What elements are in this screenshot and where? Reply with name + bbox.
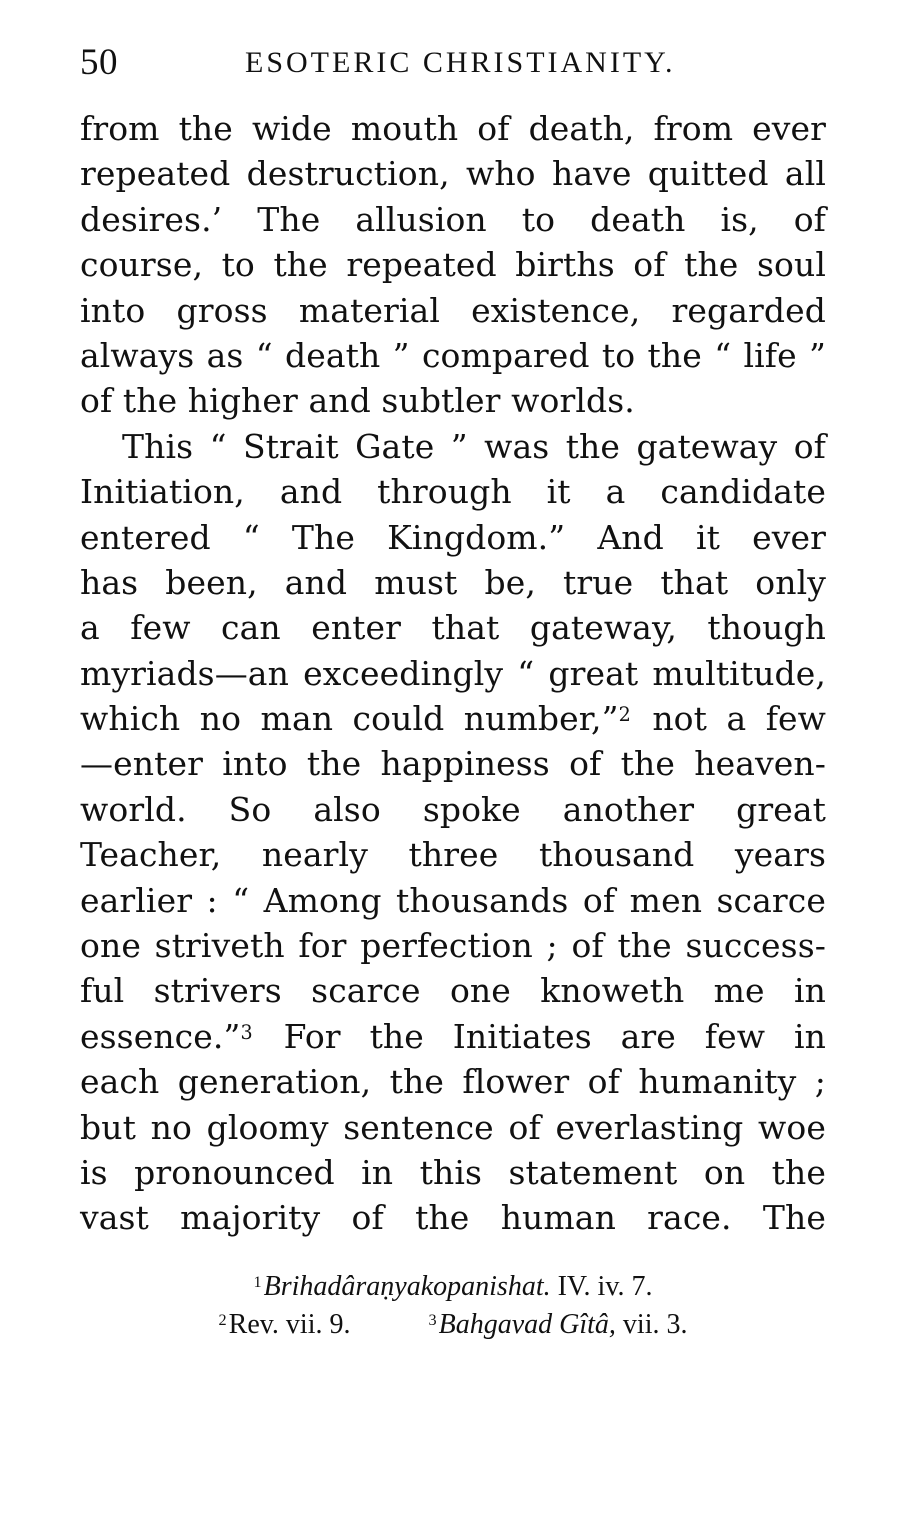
footnote-line [80, 1306, 826, 1344]
text-line: each generation, the flower of humanity ; [80, 1062, 826, 1102]
footnote-3 [428, 1306, 687, 1344]
text-fragment: which no man could number,” [80, 699, 619, 739]
text-line: ful strivers scarce one knoweth me in [80, 971, 826, 1011]
text-line: Teacher, nearly three thousand years [80, 835, 826, 875]
text-line: —enter into the happiness of the heaven- [80, 744, 826, 784]
footnote-number: 1 [253, 1273, 262, 1292]
text-fragment: For the Initiates are few in [254, 1016, 826, 1056]
text-line: vast majority of the human race. The [80, 1198, 826, 1238]
text-line: always as “ death ” compared to the “ life ” [80, 335, 826, 375]
footnote-line [80, 1268, 826, 1306]
text-line: is pronounced in this statement on the [80, 1152, 826, 1192]
footnote-marker-3: 3 [240, 1020, 253, 1044]
text-line: world. So also spoke another great [80, 789, 826, 829]
footnote-marker-2: 2 [618, 702, 631, 726]
text-line: into gross material existence, regarded [80, 290, 826, 330]
text-line: from the wide mouth of death, from ever [80, 109, 826, 148]
text-line: myriads—an exceedingly “ great multitude, [80, 653, 826, 693]
footnote-title: Brihadâraṇyakopanishat. [263, 1271, 551, 1302]
text-line: Initiation, and through it a candidate [80, 472, 826, 512]
footnotes [80, 1268, 826, 1344]
text-line: course, to the repeated births of the soul [80, 245, 826, 285]
page-header [80, 38, 780, 88]
footnote-reference: Rev. vii. 9. [228, 1309, 351, 1340]
running-title: ESOTERIC CHRISTIANITY. [245, 46, 676, 79]
footnote-reference: IV. iv. 7. [550, 1271, 653, 1302]
text-line: entered “ The Kingdom.” And it ever [80, 517, 826, 557]
text-line: repeated destruction, who have quitted all [80, 154, 826, 194]
footnote-1 [253, 1268, 652, 1306]
text-line: has been, and must be, true that only [80, 562, 826, 602]
text-line: This “ Strait Gate ” was the gateway of [122, 426, 826, 466]
body-text [80, 106, 826, 1241]
text-line: a few can enter that gateway, though [80, 608, 826, 648]
footnote-title: Bahgavad Gîtâ, [438, 1309, 616, 1340]
text-line-with-footnote-marker [80, 1014, 826, 1059]
text-fragment: essence.” [80, 1016, 241, 1056]
footnote-number: 2 [218, 1311, 227, 1330]
text-fragment: not a few [632, 699, 826, 739]
footnote-reference: vii. 3. [615, 1309, 688, 1340]
page-number: 50 [80, 42, 118, 83]
text-line: earlier : “ Among thousands of men scarce [80, 880, 826, 920]
footnote-2 [219, 1306, 351, 1344]
text-line: one striveth for perfection ; of the success- [80, 926, 826, 966]
text-line: desires.’ The allusion to death is, of [80, 199, 826, 239]
text-line-with-footnote-marker [80, 696, 826, 741]
footnote-number: 3 [428, 1311, 437, 1330]
text-line: but no gloomy sentence of everlasting woe [80, 1107, 826, 1147]
text-line: of the higher and subtler worlds. [80, 381, 635, 421]
